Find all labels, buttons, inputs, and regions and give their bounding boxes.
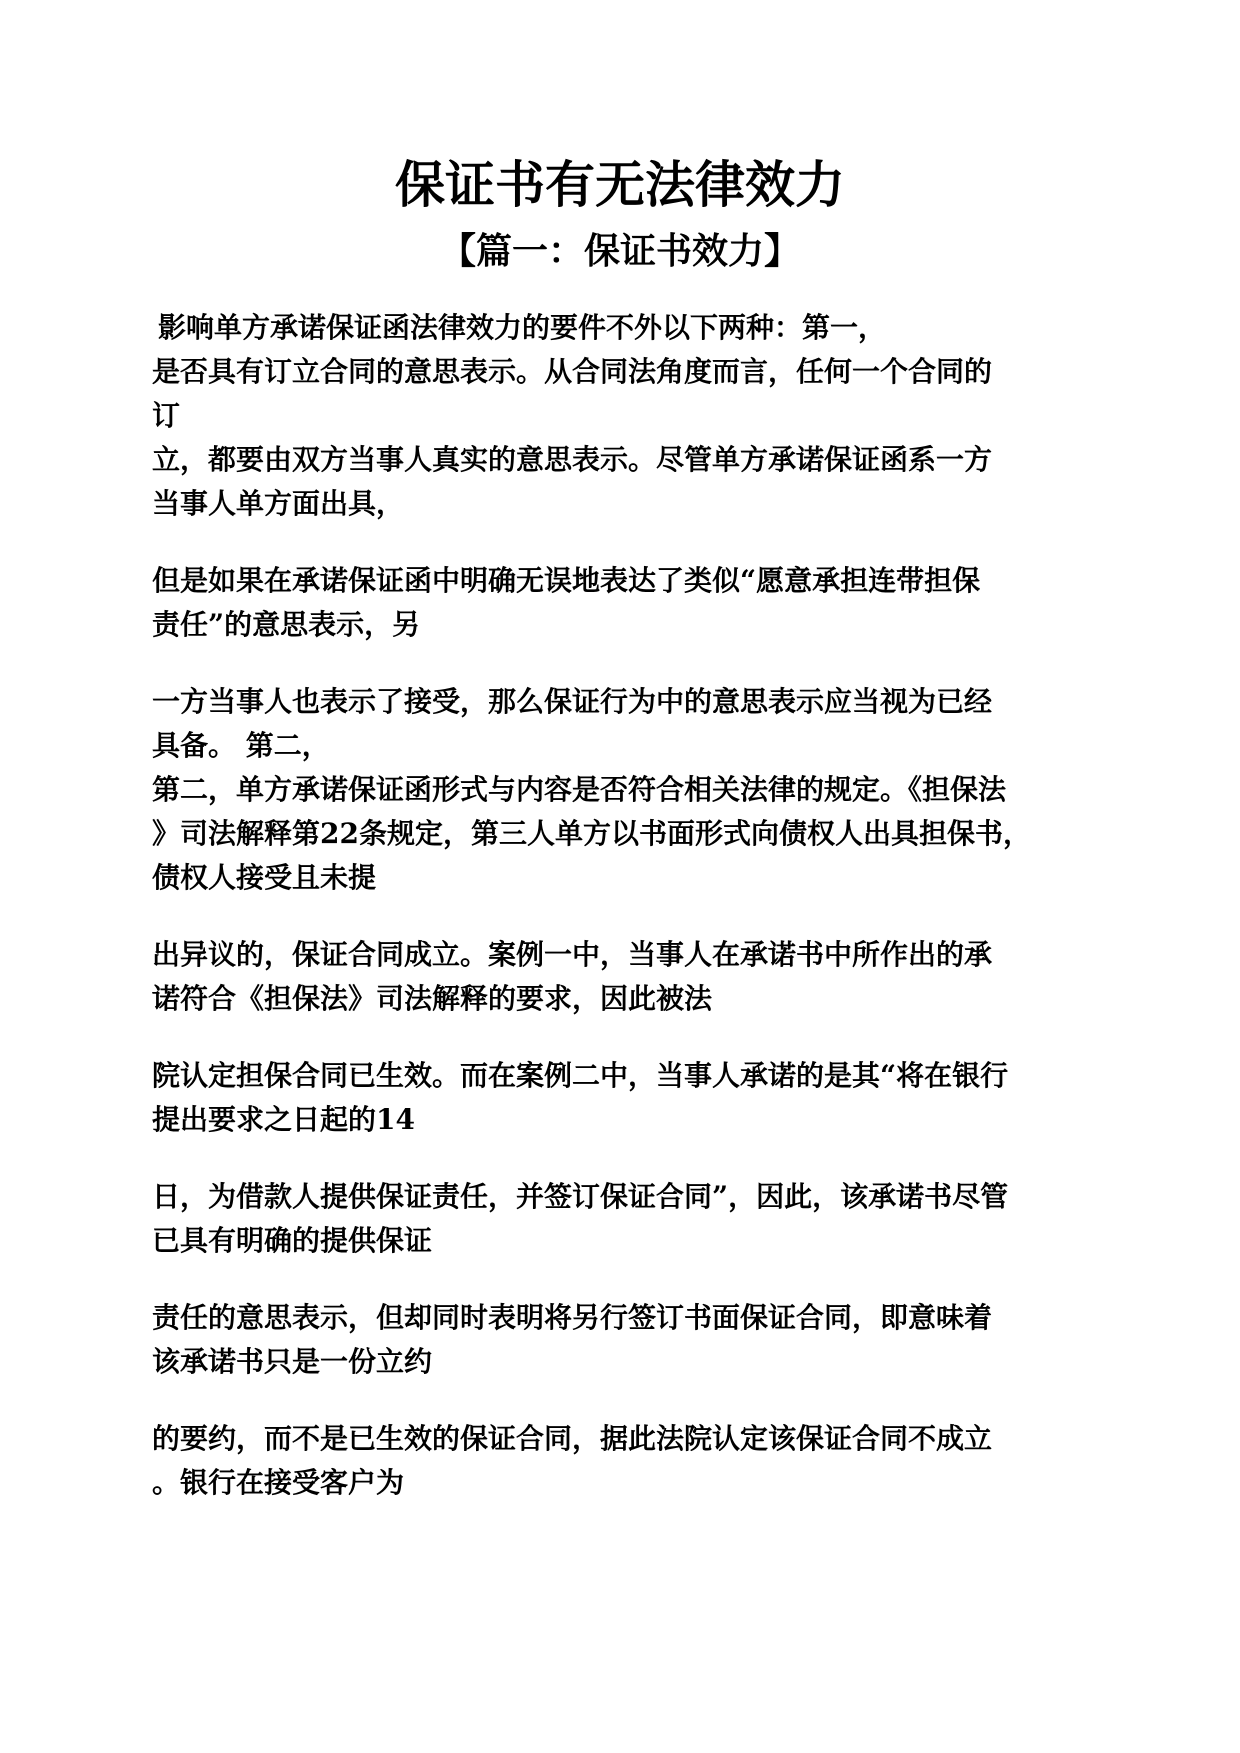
paragraph-line: 诺符合《担保法》司法解释的要求，因此被法 (152, 982, 713, 1015)
paragraph-line: 该承诺书只是一份立约 (152, 1345, 433, 1378)
paragraph-line: 院认定担保合同已生效。而在案例二中，当事人承诺的是其“将在银行 (152, 1059, 1009, 1092)
paragraph-1 (152, 306, 1092, 526)
paragraph-line: 出异议的，保证合同成立。案例一中，当事人在承诺书中所作出的承 (152, 938, 993, 971)
paragraph-line: 日，为借款人提供保证责任，并签订保证合同”，因此，该承诺书尽管 (152, 1180, 1009, 1213)
paragraph-line: 当事人单方面出具， (152, 487, 405, 520)
paragraph-7 (152, 1296, 1092, 1384)
paragraph-line: 》司法解释第22条规定，第三人单方以书面形式向债权人出具担保书， (152, 817, 1031, 850)
paragraph-6 (152, 1175, 1092, 1263)
paragraph-line: 债权人接受且未提 (152, 861, 377, 894)
paragraph-2 (152, 559, 1092, 647)
paragraph-line: 。银行在接受客户为 (152, 1466, 405, 1499)
paragraph-line: 已具有明确的提供保证 (152, 1224, 433, 1257)
document-subtitle: 【篇一：保证书效力】 (439, 230, 800, 272)
paragraph-8 (152, 1417, 1092, 1505)
paragraph-line: 责任”的意思表示，另 (152, 608, 421, 641)
paragraph-line: 订 (152, 399, 181, 432)
paragraph-line: 提出要求之日起的14 (152, 1103, 415, 1136)
paragraph-line: 具备。 第二， (152, 729, 330, 762)
paragraph-line: 责任的意思表示，但却同时表明将另行签订书面保证合同，即意味着 (152, 1301, 993, 1334)
paragraph-line: 立，都要由双方当事人真实的意思表示。尽管单方承诺保证函系一方 (152, 443, 993, 476)
paragraph-line: 一方当事人也表示了接受，那么保证行为中的意思表示应当视为已经 (152, 685, 993, 718)
document-body (152, 306, 1092, 1538)
paragraph-5 (152, 1054, 1092, 1142)
paragraph-line: 是否具有订立合同的意思表示。从合同法角度而言，任何一个合同的 (152, 355, 993, 388)
paragraph-3 (152, 680, 1092, 900)
paragraph-line: 影响单方承诺保证函法律效力的要件不外以下两种：第一， (158, 311, 887, 344)
paragraph-line: 但是如果在承诺保证函中明确无误地表达了类似“愿意承担连带担保 (152, 564, 981, 597)
paragraph-4 (152, 933, 1092, 1021)
paragraph-line: 第二，单方承诺保证函形式与内容是否符合相关法律的规定。《担保法 (152, 773, 1007, 806)
document-title: 保证书有无法律效力 (395, 155, 845, 214)
paragraph-line: 的要约，而不是已生效的保证合同，据此法院认定该保证合同不成立 (152, 1422, 993, 1455)
